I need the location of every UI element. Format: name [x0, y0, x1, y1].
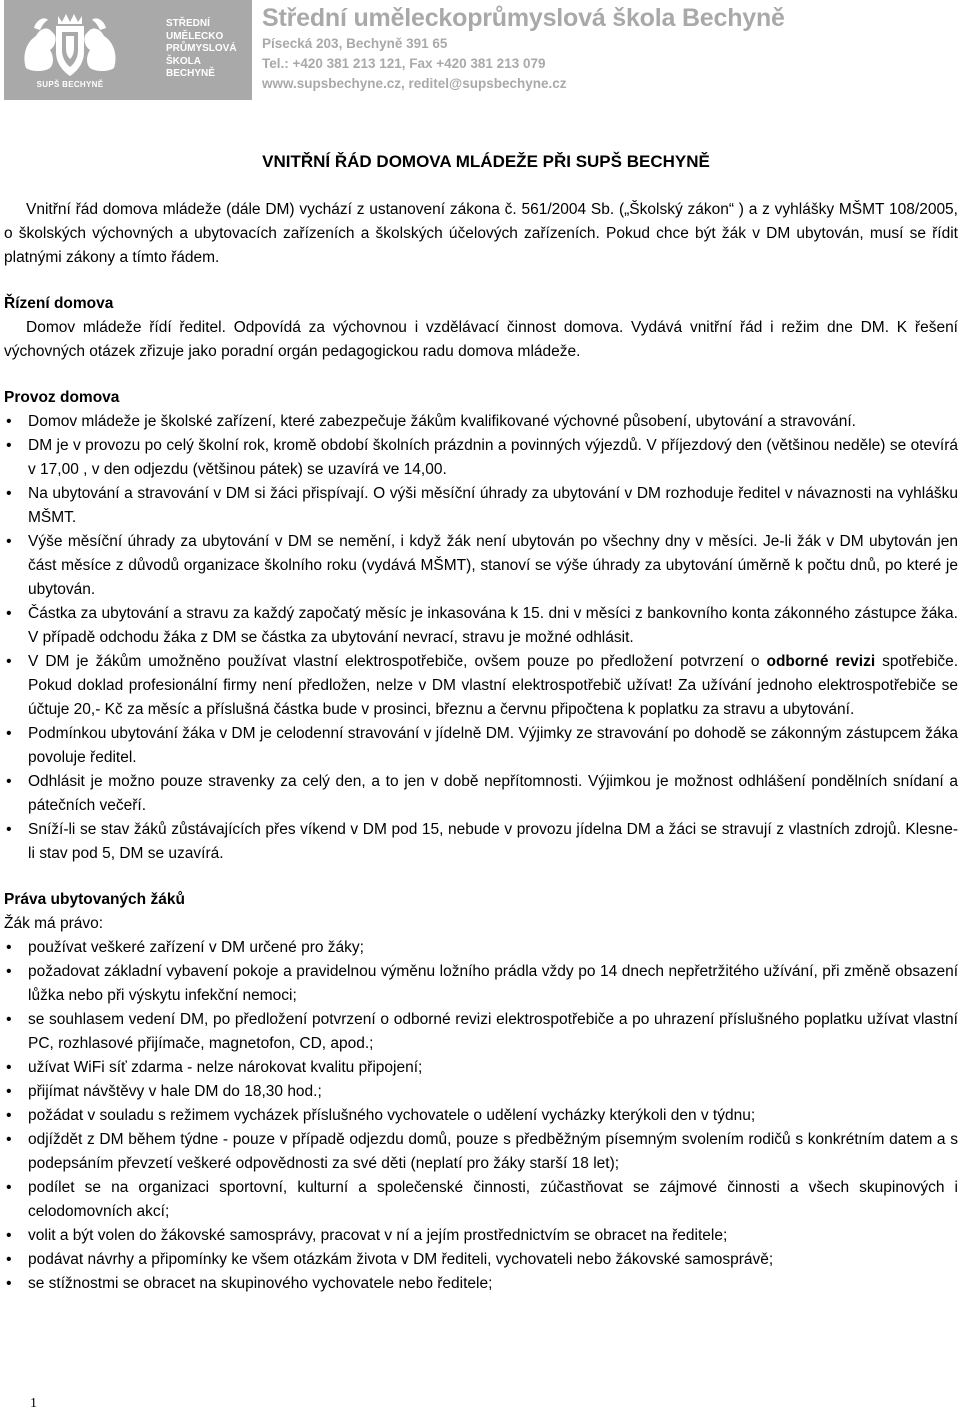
bullet-icon: •: [6, 605, 12, 622]
school-address: Písecká 203, Bechyně 391 65: [262, 36, 448, 51]
bullet-icon: •: [6, 485, 12, 502]
bullet-icon: •: [6, 1131, 12, 1148]
bullet-icon: •: [6, 773, 12, 790]
list-item: • přijímat návštěvy v hale DM do 18,30 hod.;: [4, 1080, 958, 1104]
bullet-icon: •: [6, 1179, 12, 1196]
document-body: [4, 150, 958, 1296]
emphasis-text: odborné revizi: [766, 653, 876, 670]
spacer: [4, 270, 958, 292]
spacer: [4, 866, 958, 888]
logo-line: PRŮMYSLOVÁ: [166, 43, 237, 54]
list-item: • požadovat základní vybavení pokoje a pravidelnou výměnu ložního prádla vždy po 14 dnech nepřetržitého užívání, při změně obsazení lůžka nebo při výskytu infekční nemoci;: [4, 960, 958, 1008]
logo-line: ŠKOLA: [166, 55, 201, 67]
rights-lead: Žák má právo:: [4, 915, 104, 932]
document-title: VNITŘNÍ ŘÁD DOMOVA MLÁDEŽE PŘI SUPŠ BECHYNĚ: [262, 152, 710, 171]
list-item: • Částka za ubytování a stravu za každý započatý měsíc je inkasována k 15. dni v měsíci z bankovního konta zákonného zástupce žáka. V případě odchodu žáka z DM se částka za ubytování nevrací, stravu je možné odhlásit.: [4, 602, 958, 650]
list-item: • se stížnostmi se obracet na skupinového vychovatele nebo ředitele;: [4, 1272, 958, 1296]
intro-paragraph: Vnitřní řád domova mládeže (dále DM) vychází z ustanovení zákona č. 561/2004 Sb. („Školský zákon“ ) a z vyhlášky MŠMT 108/2005, o školských výchovných a ubytovacích zařízeních a školských účelových zařízeních. Pokud chce být žák v DM ubytován, musí se řídit platnými zákony a tímto řádem.: [4, 201, 958, 266]
bullet-icon: •: [6, 533, 12, 550]
bullet-icon: •: [6, 1227, 12, 1244]
bullet-icon: •: [6, 1107, 12, 1124]
list-item: • Výše měsíční úhrady za ubytování v DM se nemění, i když žák není ubytován po všechny dny v měsíci. Je-li žák v DM ubytován jen část měsíce z důvodů organizace školního roku (vydává MŠMT), stanoví se výše úhrady za ubytování úměrně k počtu dnů, po které je ubytován.: [4, 530, 958, 602]
logo-text-block: [166, 18, 252, 81]
section-heading-rights: Práva ubytovaných žáků: [4, 891, 185, 908]
bullet-icon: •: [6, 821, 12, 838]
school-phone: Tel.: +420 381 213 121, Fax +420 381 213 079: [262, 56, 546, 71]
list-item: • volit a být volen do žákovské samosprávy, pracovat v ní a jejím prostřednictvím se obracet na ředitele;: [4, 1224, 958, 1248]
section-heading-operation: Provoz domova: [4, 389, 120, 406]
bullet-icon: •: [6, 1011, 12, 1028]
spacer: [4, 364, 958, 386]
logo-line: UMĚLECKO: [166, 30, 224, 42]
list-item: • užívat WiFi síť zdarma - nelze nárokovat kvalitu připojení;: [4, 1056, 958, 1080]
bullet-icon: •: [6, 725, 12, 742]
bullet-icon: •: [6, 653, 12, 670]
list-item: • podávat návrhy a připomínky ke všem otázkám života v DM řediteli, vychovateli nebo žákovské samosprávě;: [4, 1248, 958, 1272]
bullet-icon: •: [6, 1059, 12, 1076]
bullet-icon: •: [6, 1251, 12, 1268]
list-item: • podílet se na organizaci sportovní, kulturní a společenské činnosti, zúčastňovat se zájmové činnosti a všech skupinových i celodomovních akcí;: [4, 1176, 958, 1224]
bullet-icon: •: [6, 1275, 12, 1292]
list-item: • odjíždět z DM během týdne - pouze v případě odjezdu domů, pouze s předběžným písemným svolením rodičů s konkrétním datem a s podepsáním převzetí veškeré odpovědnosti za své děti (neplatí pro žáky starší 18 let);: [4, 1128, 958, 1176]
list-item: • Domov mládeže je školské zařízení, které zabezpečuje žákům kvalifikované výchovné působení, ubytování a stravování.: [4, 410, 958, 434]
bullet-icon: •: [6, 437, 12, 454]
bullet-icon: •: [6, 1083, 12, 1100]
bullet-icon: •: [6, 963, 12, 980]
list-item: • Podmínkou ubytování žáka v DM je celodenní stravování v jídelně DM. Výjimky ze stravování po dohodě se zákonným zástupcem žáka povoluje ředitel.: [4, 722, 958, 770]
page-number: 1: [30, 1396, 37, 1411]
school-web: www.supsbechyne.cz, reditel@supsbechyne.cz: [262, 76, 567, 91]
school-logo: [4, 0, 252, 100]
list-item: • Odhlásit je možno pouze stravenky za celý den, a to jen v době nepřítomnosti. Výjimkou je možnost odhlášení pondělních snídaní a pátečních večeří.: [4, 770, 958, 818]
letterhead: [0, 0, 960, 104]
list-item: • požádat v souladu s režimem vycházek příslušného vychovatele o udělení vycházky kterýkoli den v týdnu;: [4, 1104, 958, 1128]
operation-list: [4, 410, 958, 866]
bullet-icon: •: [6, 939, 12, 956]
school-name: Střední uměleckoprůmyslová škola Bechyně: [262, 4, 785, 32]
rights-list: [4, 936, 958, 1296]
list-item: • V DM je žákům umožněno používat vlastní elektrospotřebiče, ovšem pouze po předložení potvrzení o odborné revizi spotřebiče. Pokud doklad profesionální firmy není předložen, nelze v DM vlastní elektrospotřebič užívat! Za užívání jednoho elektrospotřebiče se účtuje 20,- Kč za měsíc a příslušná částka bude v prosinci, březnu a červnu připočtena k poplatku za stravu a ubytování.: [4, 650, 958, 722]
list-item: • Sníží-li se stav žáků zůstávajících přes víkend v DM pod 15, nebude v provozu jídelna DM a žáci se stravují z vlastních zdrojů. Klesne-li stav pod 5, DM se uzavírá.: [4, 818, 958, 866]
logo-caption: SUPŠ BECHYNĚ: [36, 80, 104, 89]
logo-line: BECHYNĚ: [166, 68, 215, 79]
list-item: • DM je v provozu po celý školní rok, kromě období školních prázdnin a povinných výjezdů. V příjezdový den (většinou neděle) se otevírá v 17,00 , v den odjezdu (většinou pátek) se uzavírá ve 14,00.: [4, 434, 958, 482]
list-item: • se souhlasem vedení DM, po předložení potvrzení o odborné revizi elektrospotřebiče a po uhrazení příslušného poplatku užívat vlastní PC, rozhlasové přijímače, magnetofon, CD, apod.;: [4, 1008, 958, 1056]
logo-line: STŘEDNÍ: [166, 18, 210, 29]
bullet-icon: •: [6, 413, 12, 430]
list-item: • Na ubytování a stravování v DM si žáci přispívají. O výši měsíční úhrady za ubytování v DM rozhoduje ředitel v návaznosti na vyhlášku MŠMT.: [4, 482, 958, 530]
section-heading-management: Řízení domova: [4, 295, 114, 312]
list-item: • používat veškeré zařízení v DM určené pro žáky;: [4, 936, 958, 960]
management-paragraph: Domov mládeže řídí ředitel. Odpovídá za výchovnou i vzdělávací činnost domova. Vydává vnitřní řád i režim dne DM. K řešení výchovných otázek zřizuje jako poradní orgán pedagogickou radu domova mládeže.: [4, 319, 958, 360]
